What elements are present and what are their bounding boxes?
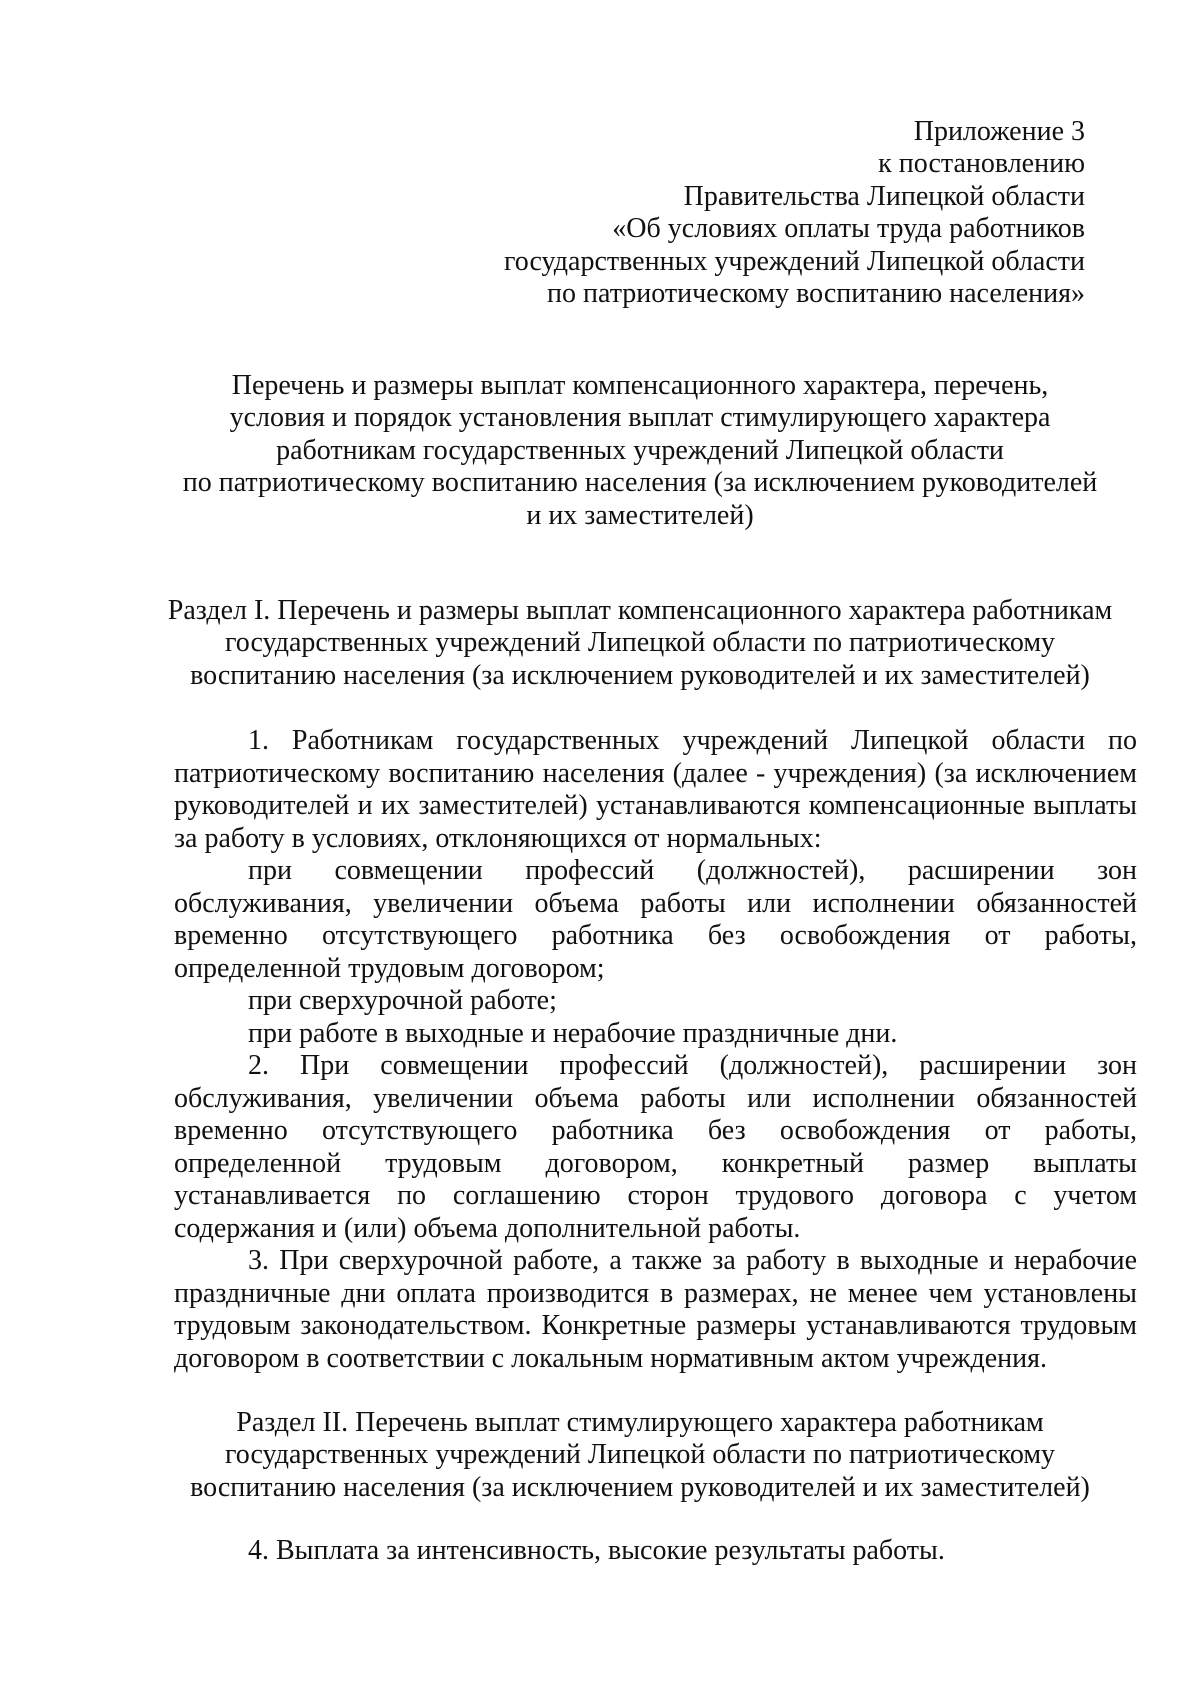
appendix-reference	[325, 116, 1085, 310]
section-heading-line: Раздел II. Перечень выплат стимулирующего характера работникам	[236, 1407, 1044, 1438]
section-2-heading	[160, 1407, 1120, 1504]
appendix-line: по патриотическому воспитанию населения»	[547, 278, 1085, 310]
title-line: условия и порядок установления выплат стимулирующего характера	[229, 402, 1051, 434]
section-heading-line: воспитанию населения (за исключением руководителей и их заместителей)	[190, 659, 1090, 691]
paragraph-3: 3. При сверхурочной работе, а также за работу в выходные и нерабочие праздничные дни оплата производится в размерах, не менее чем установлены трудовым законодательством. Конкретные размеры устанавливаются трудовым договором в соответствии с локальным нормативным актом учреждения.	[174, 1245, 1137, 1374]
section-heading-line: государственных учреждений Липецкой области по патриотическому	[224, 627, 1056, 659]
paragraph-4: 4. Выплата за интенсивность, высокие результаты работы.	[248, 1535, 945, 1566]
section-heading-line: Раздел I. Перечень и размеры выплат компенсационного характера работникам	[167, 595, 1113, 626]
title-line: Перечень и размеры выплат компенсационного характера, перечень,	[231, 370, 1049, 401]
title-line: и их заместителей)	[526, 499, 754, 531]
paragraph-1: 1. Работникам государственных учреждений Липецкой области по патриотическому воспитанию населения (далее - учреждения) (за исключением руководителей и их заместителей) устанавливаются компенсационные выплаты за работу в условиях, отклоняющихся от нормальных:	[174, 725, 1137, 854]
section-heading-line: государственных учреждений Липецкой области по патриотическому	[224, 1439, 1056, 1471]
title-line: по патриотическому воспитанию населения (за исключением руководителей	[182, 467, 1098, 499]
appendix-line: Правительства Липецкой области	[683, 180, 1085, 212]
section-1-body	[174, 725, 1137, 1375]
appendix-line: государственных учреждений Липецкой области	[504, 245, 1085, 277]
section-heading-line: воспитанию населения (за исключением руководителей и их заместителей)	[190, 1471, 1090, 1503]
section-1-heading	[160, 595, 1120, 692]
appendix-line: Приложение 3	[913, 116, 1085, 147]
document-title	[160, 370, 1120, 532]
paragraph-overtime: при сверхурочной работе;	[248, 985, 557, 1016]
paragraph-2: 2. При совмещении профессий (должностей), расширении зон обслуживания, увеличении объема работы или исполнении обязанностей временно отсутствующего работника без освобождения от работы, определенной трудовым договором, конкретный размер выплаты устанавливается по соглашению сторон трудового договора с учетом содержания и (или) объема дополнительной работы.	[174, 1050, 1137, 1244]
paragraph-holidays: при работе в выходные и нерабочие праздничные дни.	[248, 1017, 898, 1049]
appendix-line: к постановлению	[878, 148, 1085, 180]
appendix-line: «Об условиях оплаты труда работников	[612, 213, 1085, 245]
title-line: работникам государственных учреждений Липецкой области	[276, 434, 1004, 466]
paragraph-combination: при совмещении профессий (должностей), расширении зон обслуживания, увеличении объема работы или исполнении обязанностей временно отсутствующего работника без освобождения от работы, определенной трудовым договором;	[174, 855, 1137, 984]
